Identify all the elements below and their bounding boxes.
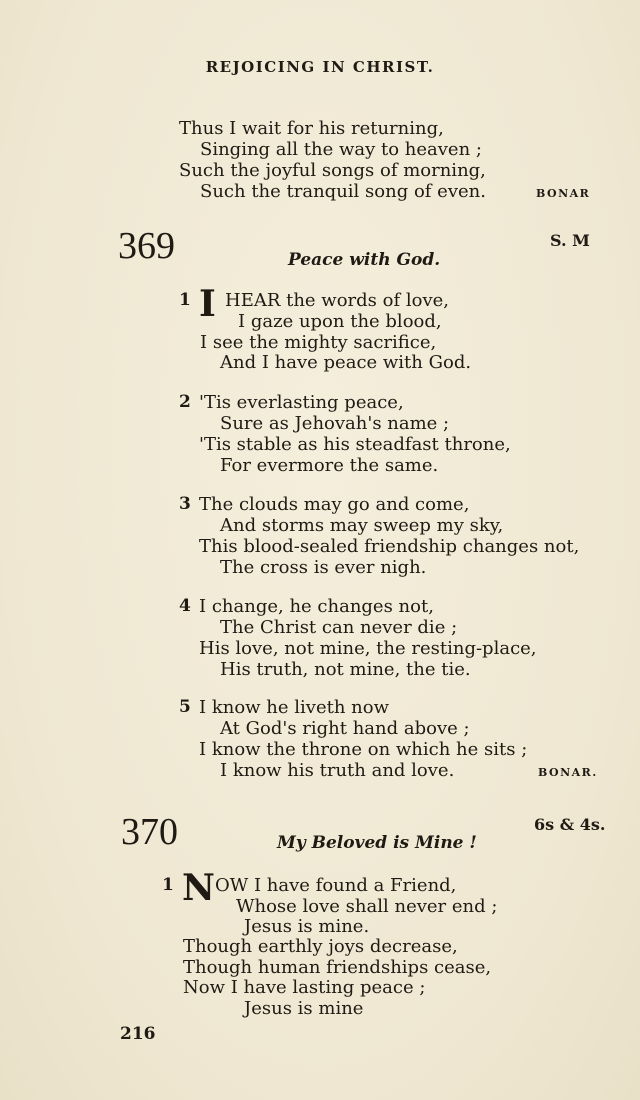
hymn-meter: S. M [550,231,590,250]
verse-line: Whose love shall never end ; [236,896,498,917]
verse-line: 'Tis stable as his steadfast throne, [199,434,511,455]
page-number: 216 [120,1024,156,1044]
verse-line: I gaze upon the blood, [238,311,442,332]
drop-cap: I [199,283,216,325]
drop-cap: N [182,867,215,909]
verse-line: And I have peace with God. [220,352,472,373]
verse-line: Jesus is mine [244,998,364,1019]
verse-line: The Christ can never die ; [220,617,458,638]
verse-line: Jesus is mine. [244,916,370,937]
verse-line: HEAR the words of love, [225,290,449,311]
verse-number: 1 [162,875,174,895]
verse-line: I change, he changes not, [199,596,434,617]
verse-line: Though earthly joys decrease, [183,936,458,957]
prev-hymn-line: Such the tranquil song of even. [200,181,486,202]
verse-line: This blood-sealed friendship changes not, [199,536,580,557]
verse-line: Sure as Jehovah's name ; [220,413,450,434]
verse-line: And storms may sweep my sky, [220,515,504,536]
verse-line: I know his truth and love. [220,760,455,781]
verse-line: The cross is ever nigh. [220,557,427,578]
hymn-title: Peace with God. [288,250,441,270]
hymn-title: My Beloved is Mine ! [277,833,477,853]
verse-line: His truth, not mine, the tie. [220,659,471,680]
verse-line: Now I have lasting peace ; [183,977,426,998]
prev-hymn-author: BONAR [536,187,591,200]
running-head: REJOICING IN CHRIST. [205,58,435,76]
verse-line: 'Tis everlasting peace, [199,392,404,413]
verse-number: 2 [179,392,191,412]
verse-line: For evermore the same. [220,455,439,476]
verse-number: 5 [179,697,191,717]
verse-number: 3 [179,494,191,514]
verse-line: I know the throne on which he sits ; [199,739,528,760]
verse-number: 1 [179,290,191,310]
verse-line: I see the mighty sacrifice, [200,332,437,353]
verse-line: OW I have found a Friend, [215,875,457,896]
hymn-number: 370 [121,811,178,853]
prev-hymn-line: Thus I wait for his returning, [179,118,444,139]
verse-number: 4 [179,596,191,616]
prev-hymn-line: Such the joyful songs of morning, [179,160,486,181]
hymn-number: 369 [118,225,175,267]
verse-line: The clouds may go and come, [199,494,470,515]
verse-line: His love, not mine, the resting-place, [199,638,537,659]
verse-line: Though human friendships cease, [183,957,492,978]
verse-line: I know he liveth now [199,697,389,718]
prev-hymn-line: Singing all the way to heaven ; [200,139,482,160]
hymn-author: BONAR. [538,766,598,779]
verse-line: At God's right hand above ; [220,718,470,739]
hymn-meter: 6s & 4s. [534,815,606,834]
